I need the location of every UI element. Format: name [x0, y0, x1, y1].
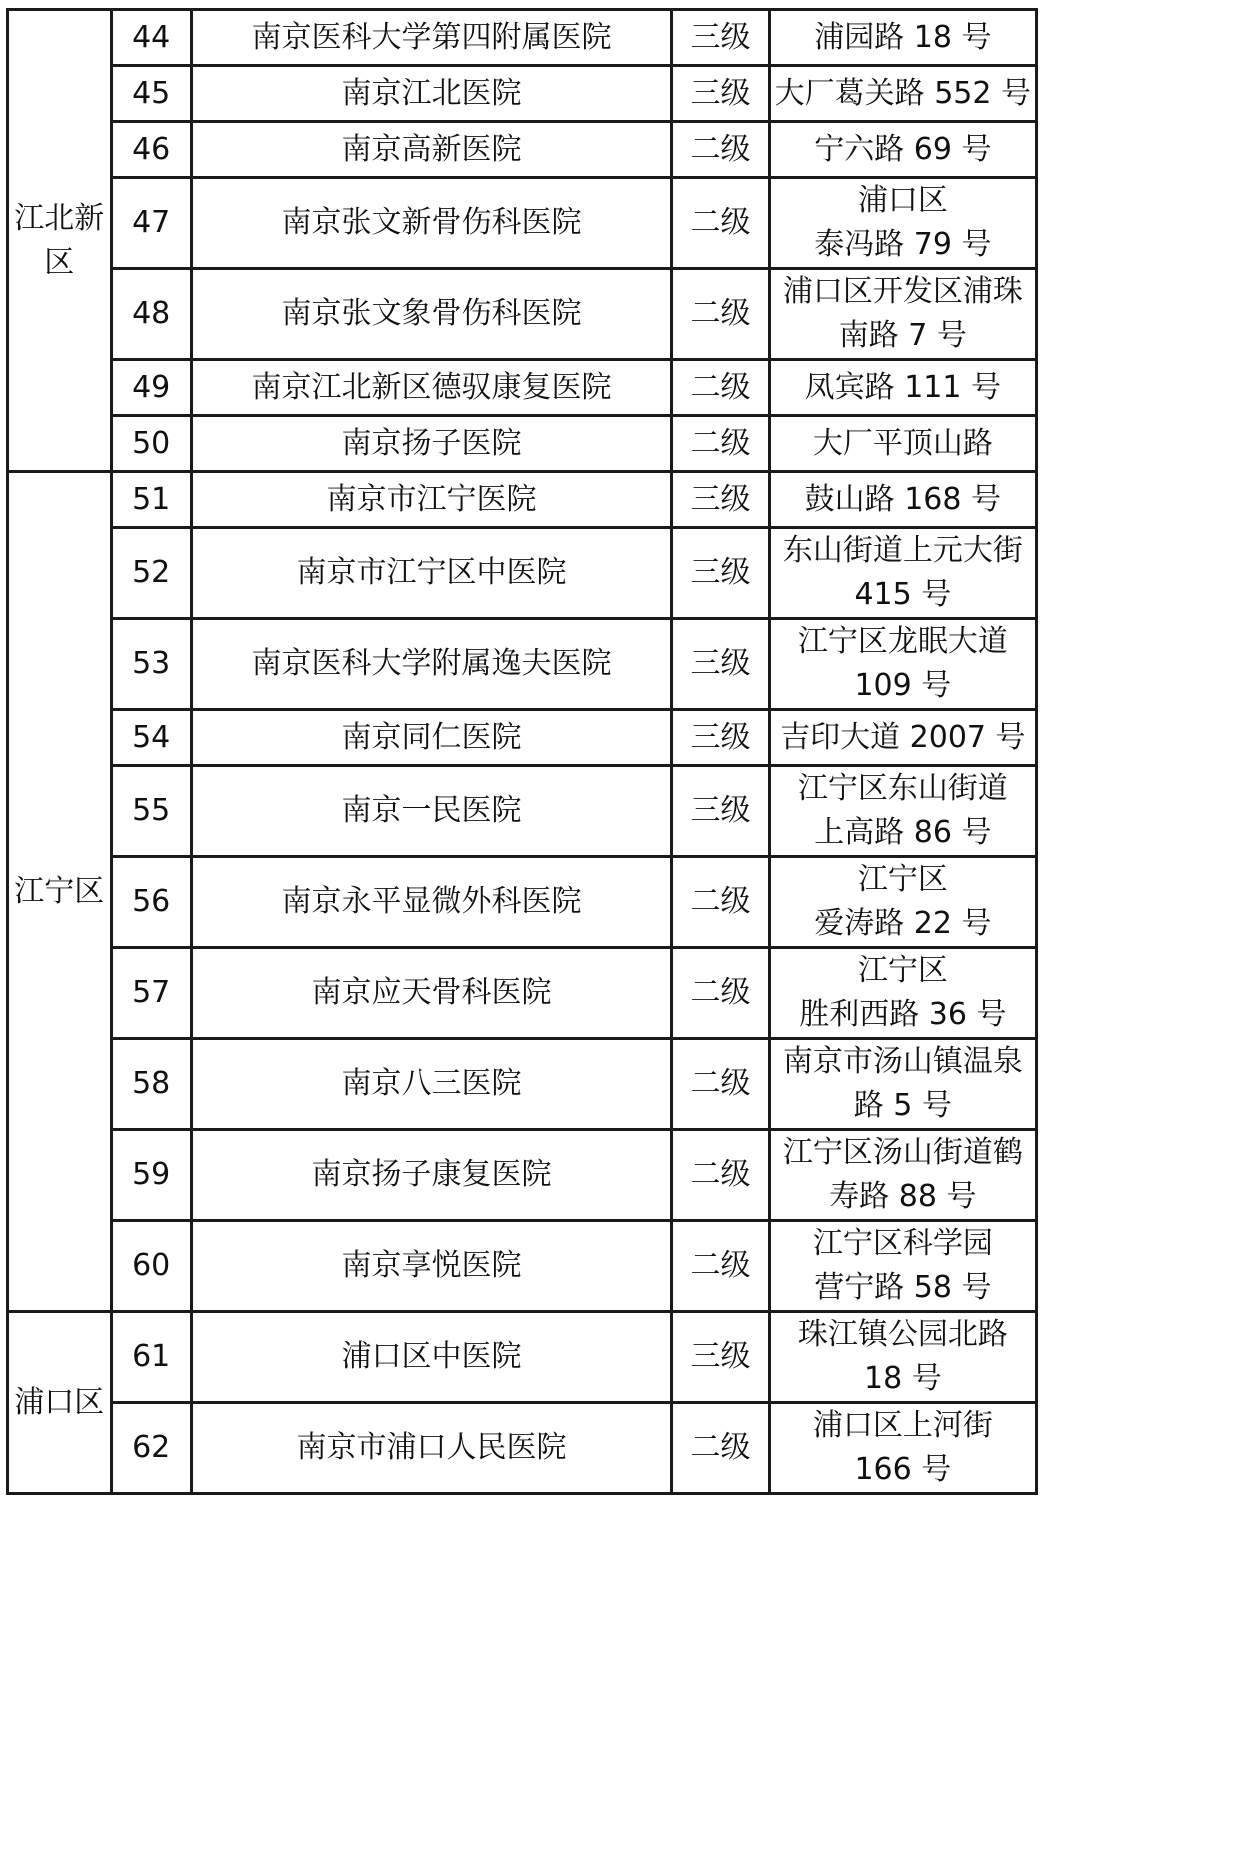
hospital-level-cell: 二级: [672, 1130, 769, 1221]
address-line: 珠江镇公园北路: [797, 1317, 1008, 1352]
hospital-level-cell: 二级: [672, 948, 769, 1039]
row-number-cell: 50: [111, 416, 191, 472]
address-cell: [769, 619, 1036, 710]
hospital-name-cell: 浦口区中医院: [191, 1312, 671, 1403]
row-number-cell: 56: [111, 857, 191, 948]
hospital-table: [6, 8, 1038, 1495]
address-cell: [769, 710, 1036, 766]
row-number-cell: 54: [111, 710, 191, 766]
address-cell: [769, 178, 1036, 269]
address-line: 大厂平顶山路: [812, 425, 993, 461]
address-line: 凤宾路 111 号: [804, 369, 1002, 405]
address-cell: [769, 1221, 1036, 1312]
hospital-name-cell: 南京医科大学附属逸夫医院: [191, 619, 671, 710]
hospital-name-cell: 南京张文象骨伤科医院: [191, 269, 671, 360]
address-cell: [769, 1130, 1036, 1221]
table-row: [8, 710, 1037, 766]
address-cell: [769, 416, 1036, 472]
address-line: 江宁区: [857, 862, 948, 897]
address-line: 胜利西路 36 号: [799, 997, 1007, 1032]
table-row: [8, 66, 1037, 122]
hospital-name-cell: 南京市江宁区中医院: [191, 528, 671, 619]
row-number-cell: 52: [111, 528, 191, 619]
address-cell: [769, 66, 1036, 122]
hospital-level-cell: 二级: [672, 1221, 769, 1312]
address-cell: [769, 10, 1036, 66]
address-line: 浦园路 18 号: [814, 19, 992, 55]
address-line: 109 号: [854, 668, 952, 703]
row-number-cell: 44: [111, 10, 191, 66]
table-row: [8, 1130, 1037, 1221]
hospital-level-cell: 二级: [672, 360, 769, 416]
hospital-name-cell: 南京应天骨科医院: [191, 948, 671, 1039]
address-line: 寿路 88 号: [829, 1179, 977, 1214]
hospital-level-cell: 二级: [672, 122, 769, 178]
address-line: 宁六路 69 号: [814, 131, 992, 167]
address-line: 泰冯路 79 号: [814, 227, 992, 262]
row-number-cell: 48: [111, 269, 191, 360]
table-row: [8, 416, 1037, 472]
hospital-level-cell: 三级: [672, 528, 769, 619]
row-number-cell: 53: [111, 619, 191, 710]
hospital-level-cell: 三级: [672, 766, 769, 857]
table-row: [8, 269, 1037, 360]
table-row: [8, 10, 1037, 66]
table-row: [8, 857, 1037, 948]
table-row: [8, 948, 1037, 1039]
address-line: 江宁区: [857, 953, 948, 988]
table-row: [8, 178, 1037, 269]
address-cell: [769, 472, 1036, 528]
hospital-level-cell: 二级: [672, 1403, 769, 1494]
address-line: 江宁区汤山街道鹤: [782, 1135, 1023, 1170]
table-body: [8, 10, 1037, 1494]
address-line: 南京市汤山镇温泉: [782, 1044, 1023, 1079]
row-number-cell: 46: [111, 122, 191, 178]
row-number-cell: 45: [111, 66, 191, 122]
hospital-level-cell: 三级: [672, 1312, 769, 1403]
hospital-name-cell: 南京同仁医院: [191, 710, 671, 766]
district-cell: 江北新区: [8, 10, 112, 472]
table-row: [8, 619, 1037, 710]
hospital-name-cell: 南京永平显微外科医院: [191, 857, 671, 948]
table-row: [8, 122, 1037, 178]
address-line: 路 5 号: [853, 1088, 952, 1123]
row-number-cell: 61: [111, 1312, 191, 1403]
address-line: 上高路 86 号: [814, 815, 992, 850]
address-cell: [769, 1312, 1036, 1403]
hospital-name-cell: 南京张文新骨伤科医院: [191, 178, 671, 269]
address-cell: [769, 1039, 1036, 1130]
table-row: [8, 1039, 1037, 1130]
hospital-level-cell: 三级: [672, 619, 769, 710]
address-cell: [769, 857, 1036, 948]
address-line: 营宁路 58 号: [814, 1270, 992, 1305]
address-line: 南路 7 号: [838, 318, 967, 353]
district-cell: 浦口区: [8, 1312, 112, 1494]
address-line: 吉印大道 2007 号: [780, 719, 1026, 755]
row-number-cell: 47: [111, 178, 191, 269]
hospital-level-cell: 三级: [672, 10, 769, 66]
address-line: 166 号: [854, 1452, 952, 1487]
address-line: 鼓山路 168 号: [804, 481, 1002, 517]
address-cell: [769, 528, 1036, 619]
address-cell: [769, 948, 1036, 1039]
hospital-name-cell: 南京享悦医院: [191, 1221, 671, 1312]
row-number-cell: 60: [111, 1221, 191, 1312]
table-row: [8, 766, 1037, 857]
row-number-cell: 62: [111, 1403, 191, 1494]
address-line: 大厂葛关路 552 号: [774, 75, 1032, 111]
hospital-name-cell: 南京扬子医院: [191, 416, 671, 472]
hospital-name-cell: 南京扬子康复医院: [191, 1130, 671, 1221]
table-row: [8, 472, 1037, 528]
row-number-cell: 55: [111, 766, 191, 857]
hospital-level-cell: 二级: [672, 857, 769, 948]
hospital-name-cell: 南京医科大学第四附属医院: [191, 10, 671, 66]
address-line: 江宁区龙眠大道: [797, 624, 1008, 659]
address-line: 东山街道上元大街: [782, 533, 1023, 568]
address-line: 浦口区开发区浦珠: [782, 274, 1023, 309]
address-cell: [769, 269, 1036, 360]
table-row: [8, 1221, 1037, 1312]
address-cell: [769, 1403, 1036, 1494]
hospital-name-cell: 南京八三医院: [191, 1039, 671, 1130]
table-row: [8, 360, 1037, 416]
table-row: [8, 1403, 1037, 1494]
row-number-cell: 58: [111, 1039, 191, 1130]
address-line: 浦口区: [857, 183, 948, 218]
hospital-name-cell: 南京高新医院: [191, 122, 671, 178]
hospital-name-cell: 南京江北新区德驭康复医院: [191, 360, 671, 416]
address-cell: [769, 360, 1036, 416]
table-row: [8, 528, 1037, 619]
address-line: 江宁区东山街道: [797, 771, 1008, 806]
row-number-cell: 59: [111, 1130, 191, 1221]
row-number-cell: 49: [111, 360, 191, 416]
district-cell: 江宁区: [8, 472, 112, 1312]
row-number-cell: 51: [111, 472, 191, 528]
hospital-name-cell: 南京市浦口人民医院: [191, 1403, 671, 1494]
address-line: 18 号: [863, 1361, 942, 1396]
hospital-level-cell: 三级: [672, 710, 769, 766]
hospital-level-cell: 三级: [672, 472, 769, 528]
address-line: 浦口区上河街: [812, 1408, 993, 1443]
address-line: 江宁区科学园: [812, 1226, 993, 1261]
row-number-cell: 57: [111, 948, 191, 1039]
address-cell: [769, 766, 1036, 857]
hospital-level-cell: 二级: [672, 1039, 769, 1130]
hospital-level-cell: 二级: [672, 269, 769, 360]
address-line: 爱涛路 22 号: [814, 906, 992, 941]
address-line: 415 号: [854, 577, 952, 612]
hospital-name-cell: 南京一民医院: [191, 766, 671, 857]
table-row: [8, 1312, 1037, 1403]
hospital-level-cell: 三级: [672, 66, 769, 122]
hospital-level-cell: 二级: [672, 416, 769, 472]
address-cell: [769, 122, 1036, 178]
hospital-name-cell: 南京江北医院: [191, 66, 671, 122]
hospital-name-cell: 南京市江宁医院: [191, 472, 671, 528]
hospital-level-cell: 二级: [672, 178, 769, 269]
